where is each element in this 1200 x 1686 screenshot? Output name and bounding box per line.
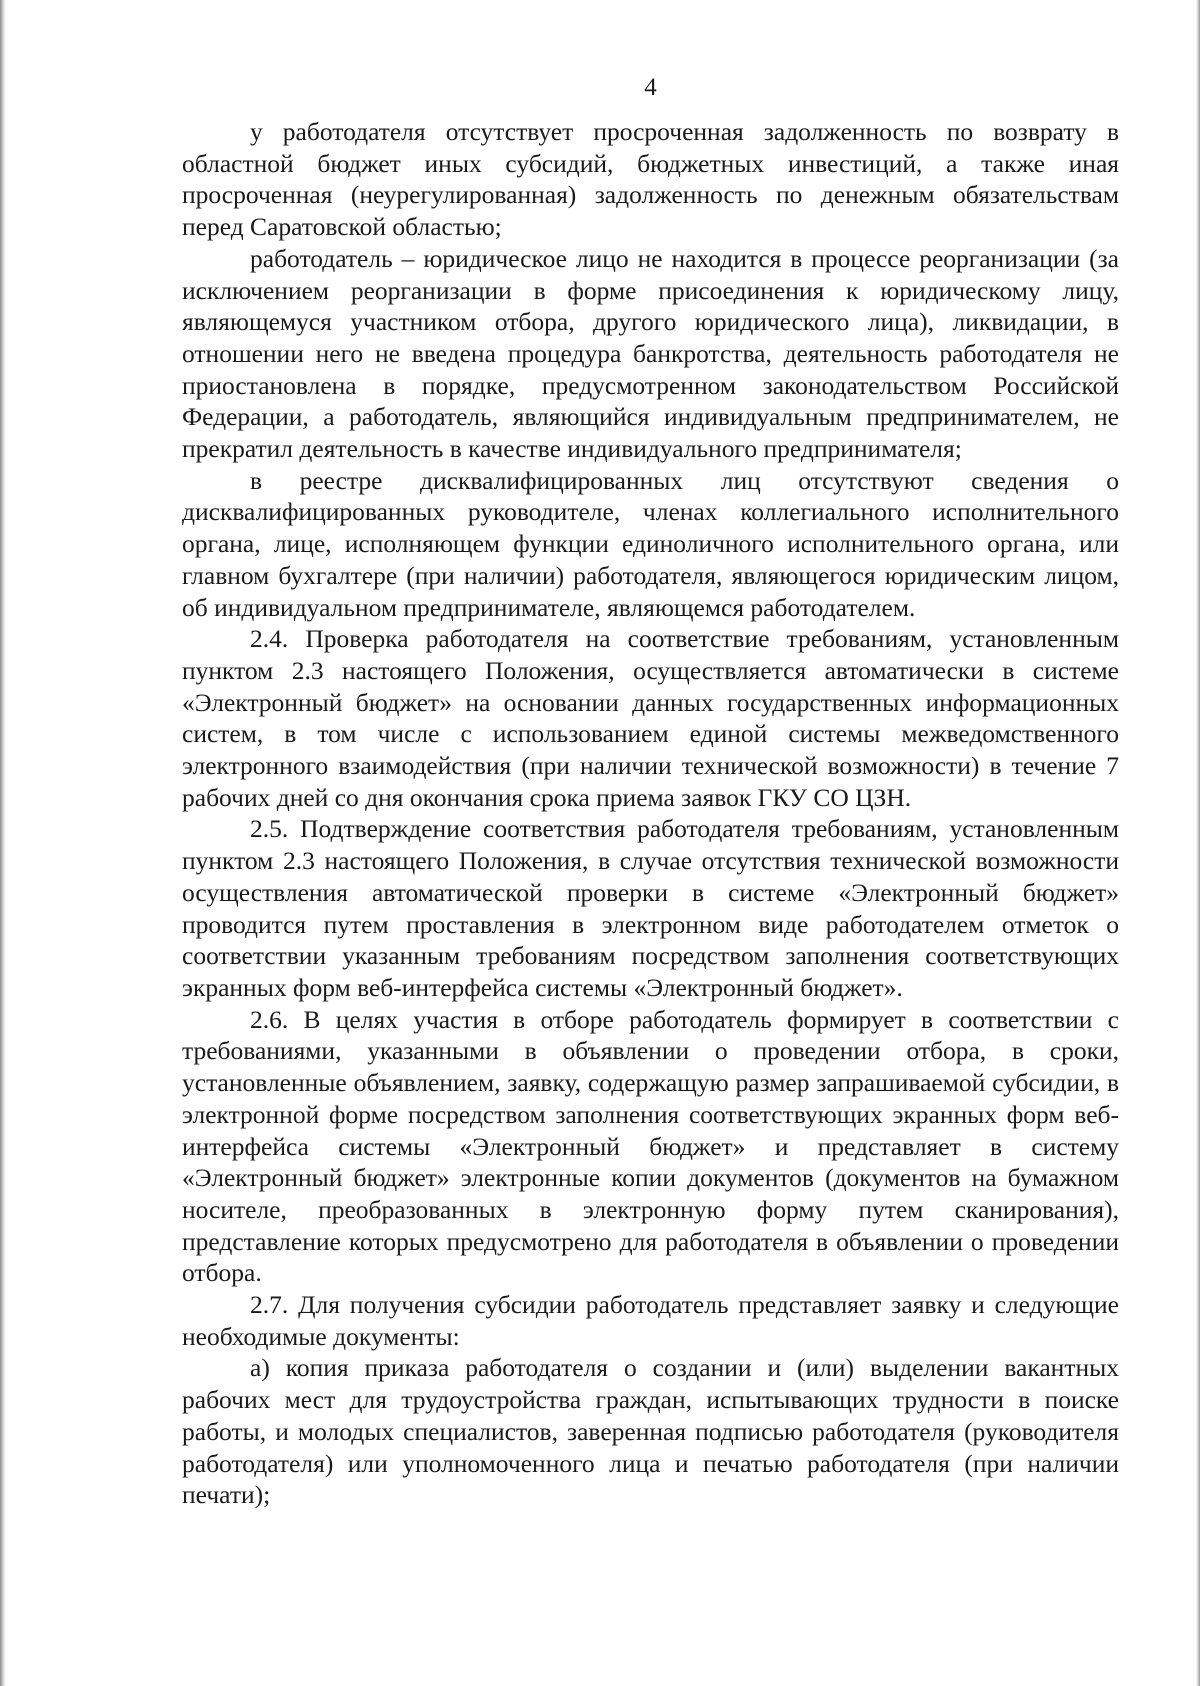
paragraph-2-7: 2.7. Для получения субсидии работодатель представляет заявку и следующие необходимые документы:	[182, 1290, 1119, 1351]
paragraph-2-6: 2.6. В целях участия в отборе работодатель формирует в соответствии с требованиями, указанными в объявлении о проведении отбора, в сроки, установленные объявлением, заявку, содержащую размер запрашиваемой субсидии, в электронной форме посредством заполнения соответствующих экранных форм веб-интерфейса системы «Электронный бюджет» и представляет в систему «Электронный бюджет» электронные копии документов (документов на бумажном носителе, преобразованных в электронную форму путем сканирования), представление которых предусмотрено для работодателя в объявлении о проведении отбора.	[182, 1004, 1119, 1288]
paragraph-disqualified-registry: в реестре дисквалифицированных лиц отсутствуют сведения о дисквалифицированных руководителе, членах коллегиального исполнительного органа, лице, исполняющем функции единоличного исполнительного органа, или главном бухгалтере (при наличии) работодателя, являющегося юридическим лицом, об индивидуальном предпринимателе, являющемся работодателем.	[182, 465, 1119, 622]
scan-edge-left	[0, 0, 6, 1686]
paragraph-2-5: 2.5. Подтверждение соответствия работодателя требованиям, установленным пунктом 2.3 настоящего Положения, в случае отсутствия технической возможности осуществления автоматической проверки в системе «Электронный бюджет» проводится путем проставления в электронном виде работодателем отметок о соответствии указанным требованиям посредством заполнения соответствующих экранных форм веб-интерфейса системы «Электронный бюджет».	[182, 814, 1119, 1002]
paragraph-item-a: а) копия приказа работодателя о создании и (или) выделении вакантных рабочих мест для трудоустройства граждан, испытывающих трудности в поиске работы, и молодых специалистов, заверенная подписью работодателя (руководителя работодателя) или уполномоченного лица и печатью работодателя (при наличии печати);	[182, 1353, 1119, 1510]
page-number: 4	[644, 74, 657, 101]
paragraph-2-4: 2.4. Проверка работодателя на соответствие требованиям, установленным пунктом 2.3 настоящего Положения, осуществляется автоматически в системе «Электронный бюджет» на основании данных государственных информационных систем, в том числе с использованием единой системы межведомственного электронного взаимодействия (при наличии технической возможности) в течение 7 рабочих дней со дня окончания срока приема заявок ГКУ СО ЦЗН.	[182, 624, 1119, 812]
scan-edge-right	[1196, 0, 1200, 1686]
document-page	[182, 70, 1119, 1511]
paragraph-no-debt: у работодателя отсутствует просроченная задолженность по возврату в областной бюджет иных субсидий, бюджетных инвестиций, а также иная просроченная (неурегулированная) задолженность по денежным обязательствам перед Саратовской областью;	[182, 117, 1119, 242]
paragraph-no-reorganization: работодатель – юридическое лицо не находится в процессе реорганизации (за исключением реорганизации в форме присоединения к юридическому лицу, являющемуся участником отбора, другого юридического лица), ликвидации, в отношении него не введена процедура банкротства, деятельность работодателя не приостановлена в порядке, предусмотренном законодательством Российской Федерации, а работодатель, являющийся индивидуальным предпринимателем, не прекратил деятельность в качестве индивидуального предпринимателя;	[182, 243, 1119, 464]
